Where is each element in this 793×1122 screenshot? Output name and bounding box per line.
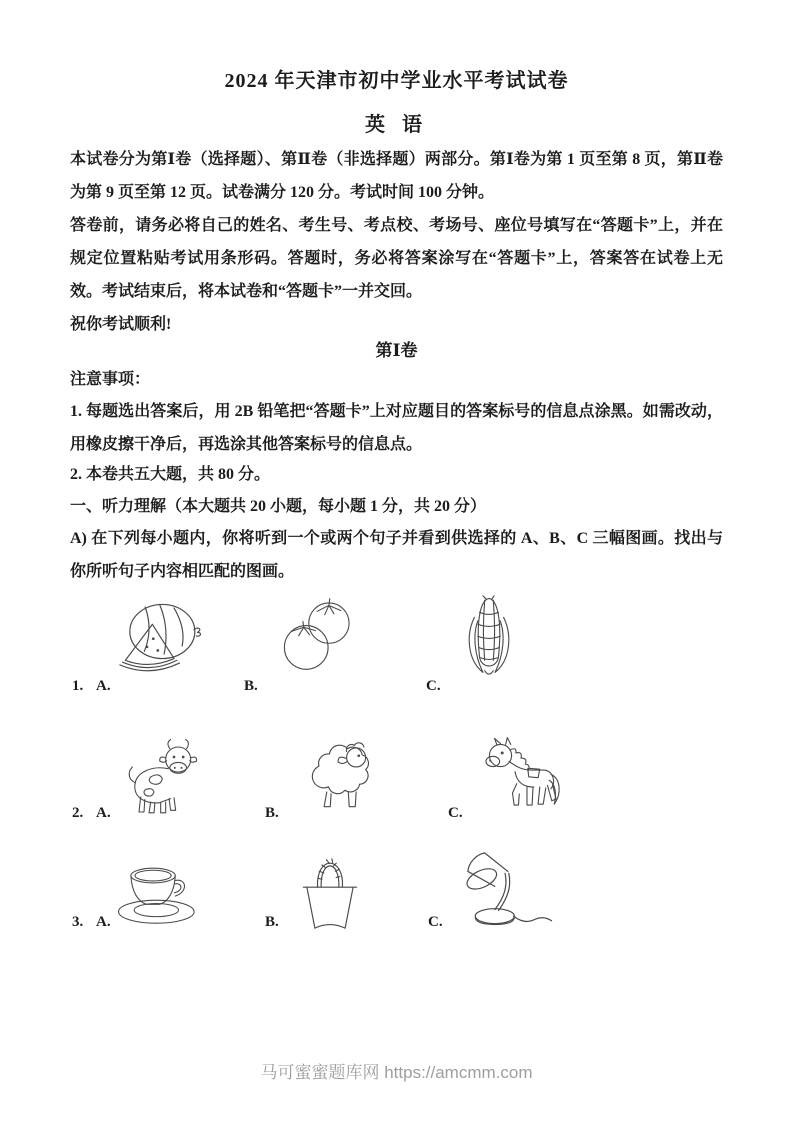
question-number: 3.	[72, 914, 84, 930]
listening-section-heading: 一、听力理解（本大题共 20 小题，每小题 1 分，共 20 分）	[70, 498, 487, 515]
question-number: 2.	[72, 805, 84, 821]
option-label-c: C.	[428, 914, 443, 930]
corn-image	[458, 595, 520, 681]
option-label-b: B.	[244, 678, 258, 694]
note-1: 1. 每题选出答案后，用 2B 铅笔把“答题卡”上对应题目的答案标号的信息点涂黑。如需改动，用橡皮擦干净后，再选涂其他答案标号的信息点。	[70, 403, 723, 453]
notes-title: 注意事项：	[70, 371, 151, 388]
sectionA-instructions: A) 在下列每小题内，你将听到一个或两个句子并看到供选择的 A、B、C 三幅图画。找出与你所听句子内容相匹配的图画。	[70, 530, 723, 580]
sheep-image	[294, 735, 382, 811]
question-row-1	[0, 595, 793, 695]
option-label-a: A.	[96, 805, 111, 821]
horse-image	[476, 735, 566, 817]
subject-title: 英 语	[365, 114, 428, 136]
watermelon-image	[110, 599, 202, 673]
cow-image	[120, 737, 208, 817]
tote-bag-image	[298, 843, 362, 935]
option-label-c: C.	[426, 678, 441, 694]
option-label-a: A.	[96, 678, 111, 694]
option-label-c: C.	[448, 805, 463, 821]
option-label-b: B.	[265, 914, 279, 930]
intro-paragraph-1: 本试卷分为第Ⅰ卷（选择题）、第Ⅱ卷（非选择题）两部分。第Ⅰ卷为第 1 页至第 8 页，第Ⅱ卷为第 9 页至第 12 页。试卷满分 120 分。考试时间 100 分钟。	[70, 151, 723, 201]
option-label-b: B.	[265, 805, 279, 821]
question-row-3	[0, 843, 793, 931]
page-title: 2024 年天津市初中学业水平考试试卷	[224, 70, 569, 92]
note-2: 2. 本卷共五大题，共 80 分。	[70, 466, 271, 483]
desk-lamp-image	[452, 851, 560, 931]
part1-heading: 第Ⅰ卷	[375, 341, 418, 360]
option-label-a: A.	[96, 914, 111, 930]
teacup-image	[112, 855, 204, 929]
watermark-site-text: 马可蜜蜜题库网 https://amcmm.com	[260, 1063, 533, 1082]
tomatoes-image	[276, 595, 360, 673]
good-luck-line: 祝你考试顺利!	[70, 316, 172, 333]
question-number: 1.	[72, 678, 84, 694]
question-row-2	[0, 733, 793, 822]
intro-paragraph-2: 答卷前，请务必将自己的姓名、考生号、考点校、考场号、座位号填写在“答题卡”上，并在规定位置粘贴考试用条形码。答题时，务必将答案涂写在“答题卡”上，答案答在试卷上无效。考试结束后，将本试卷和“答题卡”一并交回。	[70, 217, 723, 300]
